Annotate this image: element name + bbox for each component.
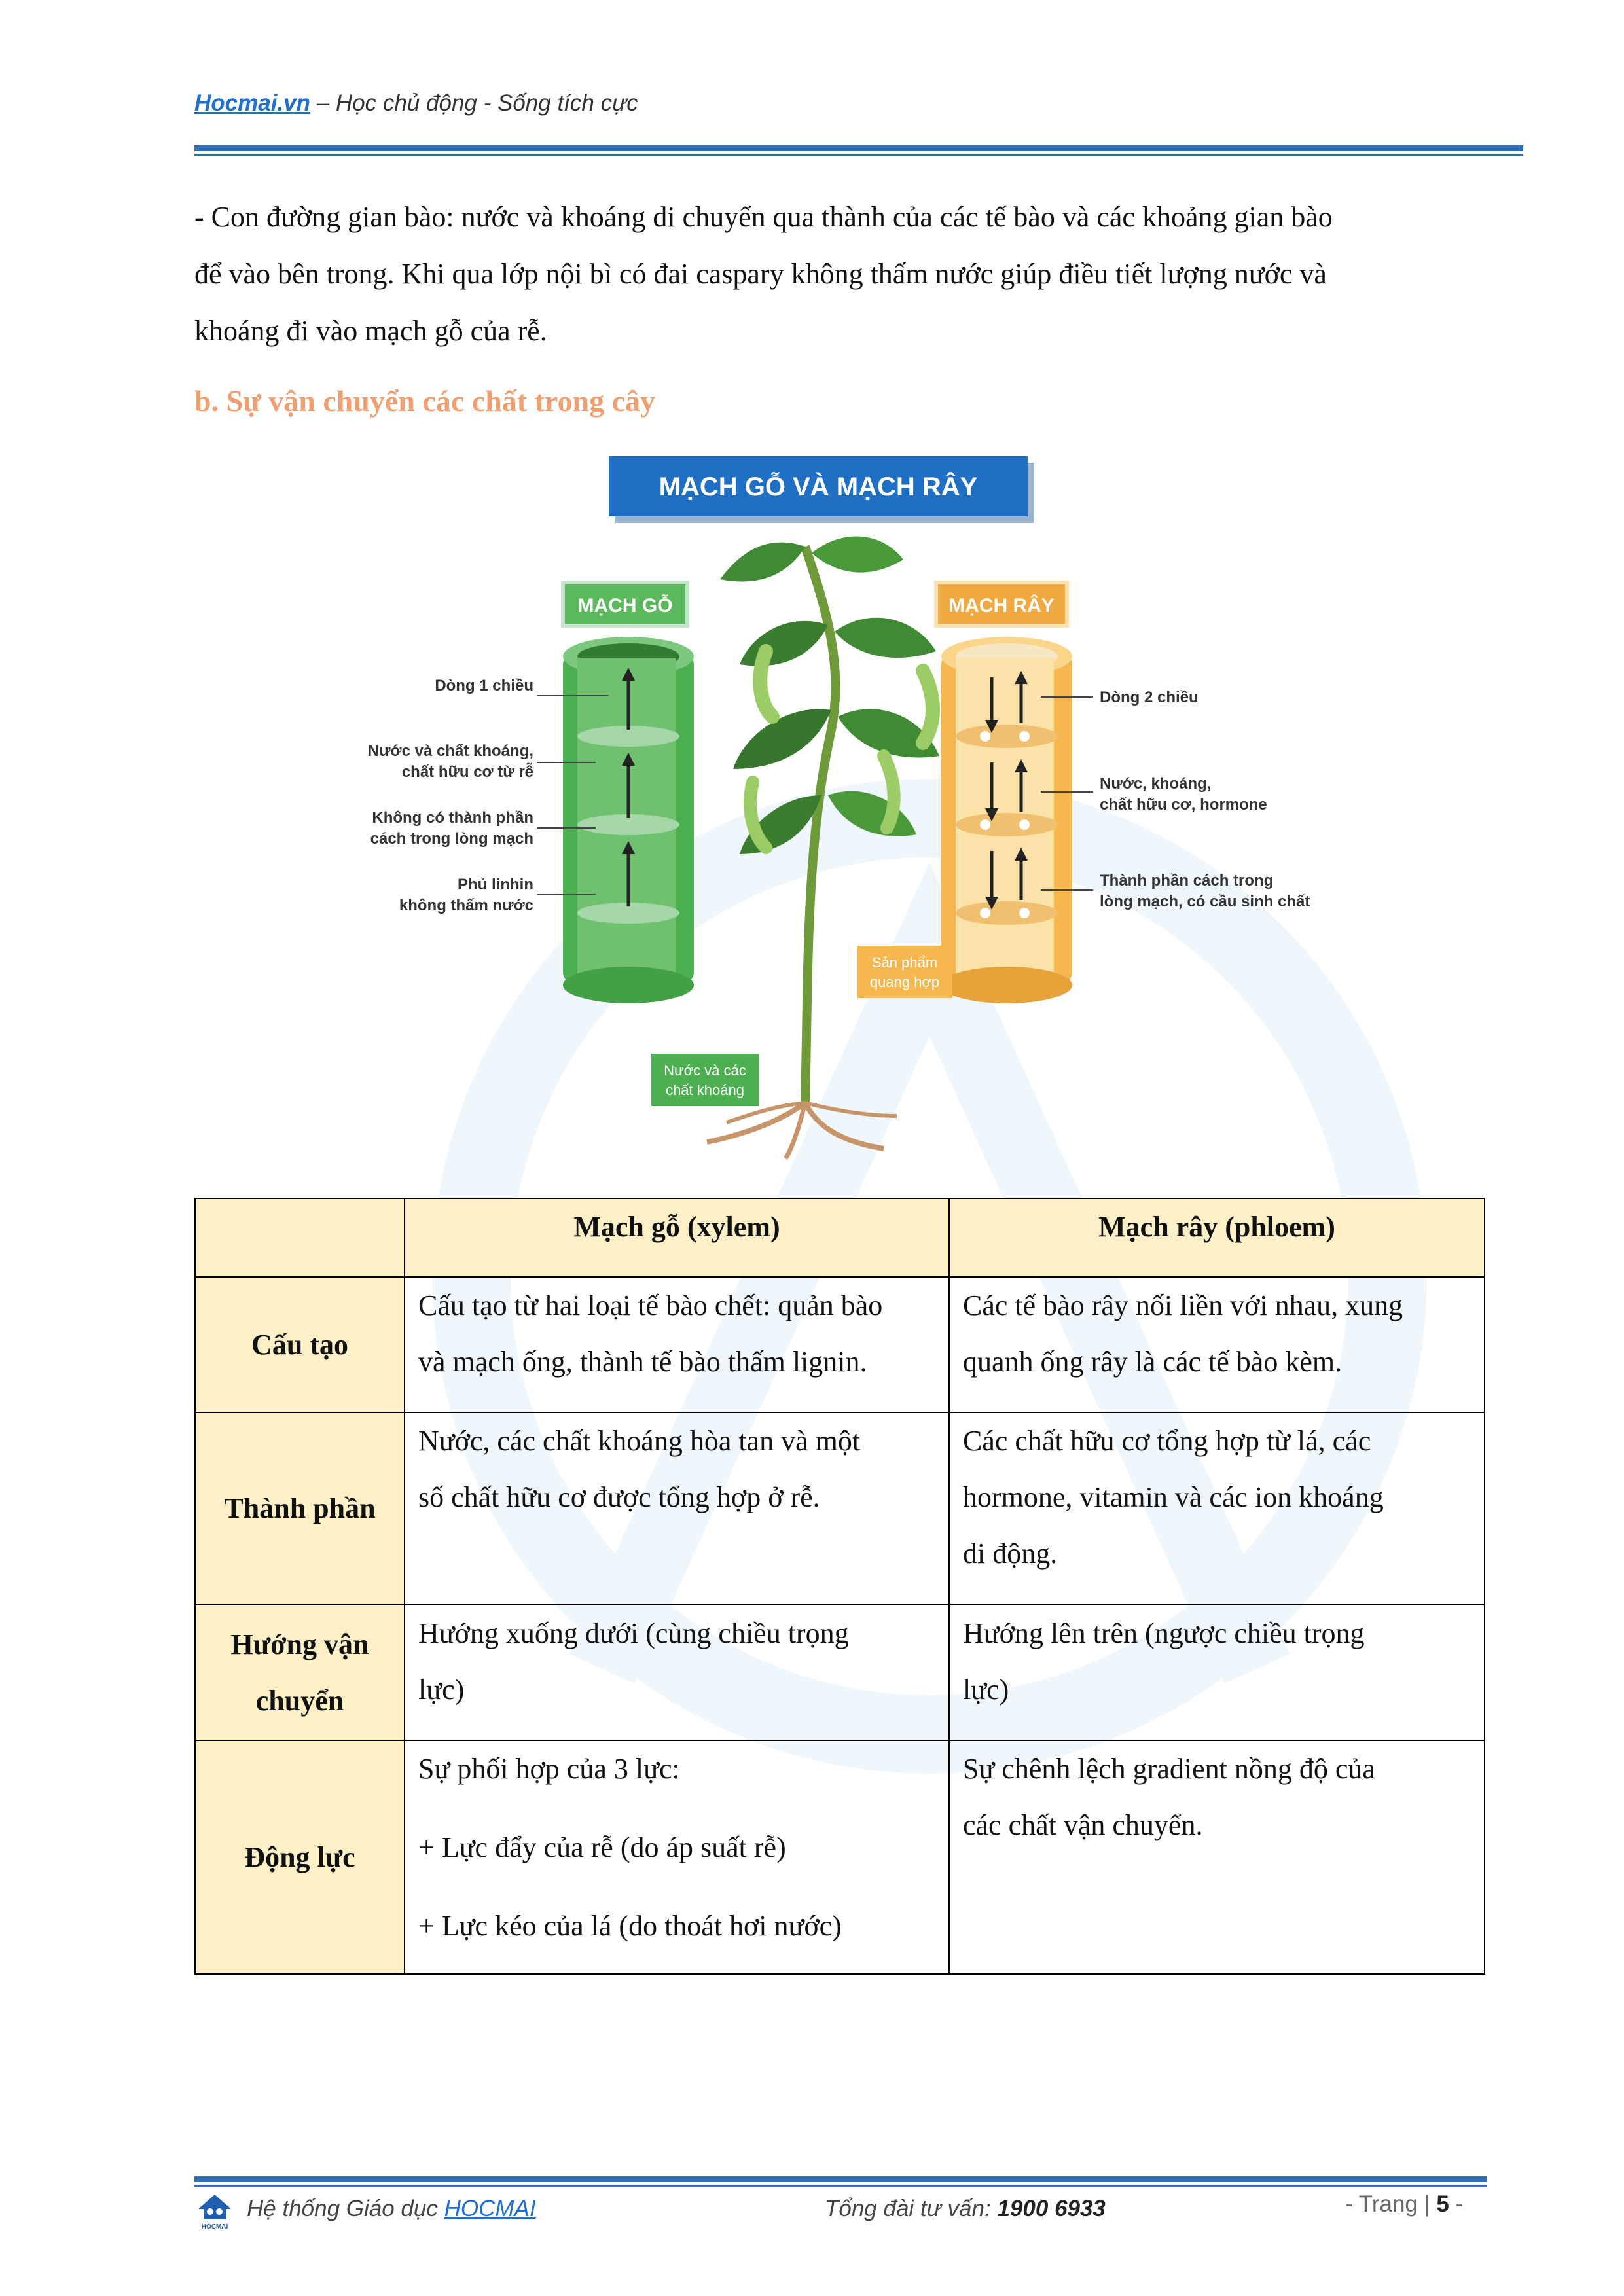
body-paragraph — [194, 188, 1484, 359]
cell-line: Các tế bào rây nối liền với nhau, xung — [963, 1289, 1403, 1321]
paragraph-line: để vào bên trong. Khi qua lớp nội bì có đai caspary không thấm nước giúp điều tiết lượng nước và — [194, 258, 1327, 290]
figure-title: MẠCH GỖ VÀ MẠCH RÂY — [659, 473, 978, 501]
phloem-note: chất hữu cơ, hormone — [1100, 796, 1267, 814]
row-header-text: Động lực — [244, 1840, 355, 1873]
table-row — [195, 1277, 1485, 1412]
water-tag-box — [651, 1054, 759, 1106]
col-header-xylem: Mạch gỗ (xylem) — [405, 1198, 949, 1277]
page-number: 5 — [1436, 2191, 1449, 2217]
comparison-table — [194, 1198, 1485, 1975]
cell-line: + Lực đẩy của rễ (do áp suất rễ) — [418, 1831, 786, 1863]
xylem-note: Dòng 1 chiều — [435, 677, 533, 694]
row-header-text: chuyển — [255, 1684, 344, 1717]
corner-cell — [195, 1198, 405, 1277]
table-cell — [405, 1277, 949, 1412]
table-cell — [949, 1605, 1485, 1740]
cell-line: các chất vận chuyển. — [963, 1809, 1203, 1841]
row-header — [195, 1605, 405, 1740]
cell-line: Cấu tạo từ hai loại tế bào chết: quản bào — [418, 1289, 883, 1321]
row-header — [195, 1740, 405, 1974]
footer-system-text: Hệ thống Giáo dục — [247, 2196, 444, 2221]
table-cell — [405, 1605, 949, 1740]
xylem-phloem-figure — [347, 455, 1355, 1162]
table-row — [195, 1412, 1485, 1605]
row-header-text: Thành phần — [224, 1492, 376, 1524]
cell-line: Hướng lên trên (ngược chiều trọng — [963, 1617, 1365, 1649]
xylem-note: chất hữu cơ từ rễ — [401, 763, 533, 781]
xylem-note: không thấm nước — [399, 897, 533, 914]
phloem-note: Nước, khoáng, — [1100, 775, 1212, 793]
col-header-phloem: Mạch rây (phloem) — [949, 1198, 1485, 1277]
footer-hotline — [825, 2196, 1106, 2222]
page-header — [194, 90, 638, 117]
cell-line: số chất hữu cơ được tổng hợp ở rễ. — [418, 1481, 820, 1513]
page-indicator — [1345, 2191, 1463, 2217]
hotline-number: 1900 6933 — [997, 2196, 1106, 2221]
xylem-note: Nước và chất khoáng, — [367, 742, 533, 760]
paragraph-line: - Con đường gian bào: nước và khoáng di chuyển qua thành của các tế bào và các khoảng gian bào — [194, 201, 1333, 233]
cell-line: di động. — [963, 1537, 1058, 1570]
paragraph-line: khoáng đi vào mạch gỗ của rễ. — [194, 315, 547, 347]
cell-line: Sự phối hợp của 3 lực: — [418, 1753, 680, 1785]
table-cell — [949, 1740, 1485, 1974]
footer-rule-thin — [194, 2185, 1487, 2187]
cell-line: lực) — [418, 1674, 465, 1706]
table-cell — [405, 1412, 949, 1605]
header-rule-thin — [194, 154, 1523, 156]
water-tag-text: Nước và các — [664, 1062, 746, 1079]
xylem-tube-icon — [563, 637, 694, 1003]
xylem-note: cách trong lòng mạch — [370, 830, 533, 848]
table-row — [195, 1740, 1485, 1974]
cell-line: + Lực kéo của lá (do thoát hơi nước) — [418, 1910, 842, 1942]
table-cell — [949, 1277, 1485, 1412]
hocmai-logo-icon — [194, 2189, 235, 2230]
table-cell — [405, 1740, 949, 1974]
cell-line: quanh ống rây là các tế bào kèm. — [963, 1346, 1343, 1378]
footer-hocmai-link[interactable]: HOCMAI — [444, 2196, 536, 2221]
phloem-note: Dòng 2 chiều — [1100, 689, 1199, 706]
brand-link[interactable]: Hocmai.vn — [194, 90, 310, 116]
cell-line: lực) — [963, 1674, 1009, 1706]
product-tag-text: Sản phẩm — [871, 954, 938, 971]
header-rule — [194, 145, 1523, 151]
row-header — [195, 1277, 405, 1412]
page-prefix: - Trang | — [1345, 2191, 1437, 2217]
row-header-text: Hướng vận — [230, 1628, 369, 1660]
row-header — [195, 1412, 405, 1605]
product-tag-box — [857, 946, 952, 998]
cell-line: Hướng xuống dưới (cùng chiều trọng — [418, 1617, 849, 1649]
phloem-note: Thành phần cách trong — [1100, 872, 1274, 889]
table-cell — [949, 1412, 1485, 1605]
hotline-label: Tổng đài tư vấn: — [825, 2196, 998, 2221]
footer-rule — [194, 2176, 1487, 2182]
phloem-note: lòng mạch, có cầu sinh chất — [1100, 893, 1310, 910]
section-subheading: b. Sự vận chuyển các chất trong cây — [194, 384, 655, 418]
footer-system — [247, 2196, 536, 2222]
logo-text: HOCMAI — [201, 2223, 228, 2230]
cell-line: Sự chênh lệch gradient nồng độ của — [963, 1753, 1375, 1785]
cell-line: Các chất hữu cơ tổng hợp từ lá, các — [963, 1425, 1371, 1457]
product-tag-text: quang hợp — [869, 974, 940, 990]
xylem-label: MẠCH GỖ — [577, 595, 673, 617]
phloem-label: MẠCH RÂY — [948, 595, 1055, 617]
cell-line: và mạch ống, thành tế bào thấm lignin. — [418, 1346, 867, 1378]
water-tag-text: chất khoáng — [666, 1082, 744, 1098]
xylem-note: Phủ linhin — [458, 876, 533, 893]
phloem-tube-icon — [941, 637, 1072, 1003]
cell-line: Nước, các chất khoáng hòa tan và một — [418, 1425, 861, 1457]
header-slogan: – Học chủ động - Sống tích cực — [310, 90, 638, 116]
table-header-row — [195, 1198, 1485, 1277]
row-header-text: Cấu tạo — [251, 1328, 348, 1361]
xylem-note: Không có thành phần — [372, 809, 533, 827]
page-suffix: - — [1449, 2191, 1464, 2217]
cell-line: hormone, vitamin và các ion khoáng — [963, 1481, 1384, 1513]
table-row — [195, 1605, 1485, 1740]
